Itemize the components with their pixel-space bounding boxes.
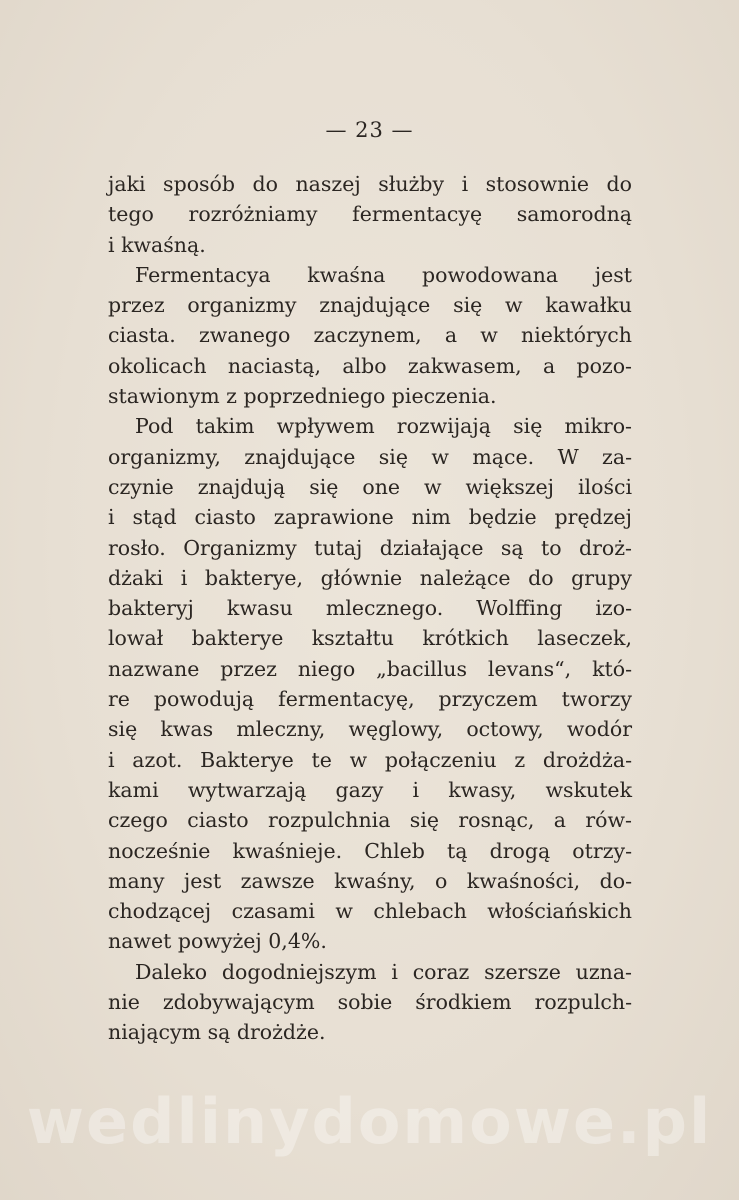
watermark: wedlinydomowe.pl [26, 1085, 713, 1158]
text-line: i stąd ciasto zaprawione nim będzie prędzej [108, 505, 632, 530]
text-line: Fermentacya kwaśna powodowana jest [135, 262, 632, 287]
paragraph [108, 957, 632, 1048]
text-line: i azot. Bakterye te w połączeniu z drożdża- [108, 747, 632, 772]
text-line: bakteryj kwasu mlecznego. Wolffing izo- [108, 596, 632, 621]
text-line: lował bakterye kształtu krótkich laseczek, [108, 626, 632, 651]
text-line: przez organizmy znajdujące się w kawałku [108, 293, 632, 318]
text-line: niającym są drożdże. [108, 1020, 326, 1045]
text-line: się kwas mleczny, węglowy, octowy, wodór [108, 717, 632, 742]
text-line: rosło. Organizmy tutaj działające są to droż- [108, 535, 632, 560]
paragraph [108, 260, 632, 411]
text-line: kami wytwarzają gazy i kwasy, wskutek [108, 777, 632, 802]
text-line: stawionym z poprzedniego pieczenia. [108, 384, 497, 409]
text-line: nazwane przez niego „bacillus levans“, któ- [108, 656, 632, 681]
text-line: czynie znajdują się one w większej ilości [108, 474, 632, 499]
text-line: re powodują fermentacyę, przyczem tworzy [108, 687, 632, 712]
text-line: okolicach naciastą, albo zakwasem, a pozo- [108, 353, 632, 378]
text-line: many jest zawsze kwaśny, o kwaśności, do- [108, 868, 632, 893]
text-line: organizmy, znajdujące się w mące. W za- [108, 444, 632, 469]
text-line: nawet powyżej 0,4%. [108, 929, 327, 954]
text-line: Daleko dogodniejszym i coraz szersze uzna- [135, 959, 632, 984]
text-line: nocześnie kwaśnieje. Chleb tą drogą otrzy- [108, 838, 632, 863]
text-line: chodzącej czasami w chlebach włościańskich [108, 899, 632, 924]
text-line: tego rozróżniamy fermentacyę samorodną [108, 202, 632, 227]
text-line: dżaki i bakterye, głównie należące do grupy [108, 565, 632, 590]
body-text [108, 169, 632, 1048]
text-line: ciasta. zwanego zaczynem, a w niektórych [108, 323, 632, 348]
page-number: — 23 — [325, 118, 414, 142]
text-line: Pod takim wpływem rozwijają się mikro- [135, 414, 632, 439]
text-line: i kwaśną. [108, 232, 206, 257]
paragraph [108, 411, 632, 956]
text-line: jaki sposób do naszej służby i stosownie do [108, 172, 632, 196]
text-line: czego ciasto rozpulchnia się rosnąc, a rów- [108, 808, 632, 833]
paragraph [108, 169, 632, 260]
text-line: nie zdobywającym sobie środkiem rozpulch- [108, 990, 632, 1015]
